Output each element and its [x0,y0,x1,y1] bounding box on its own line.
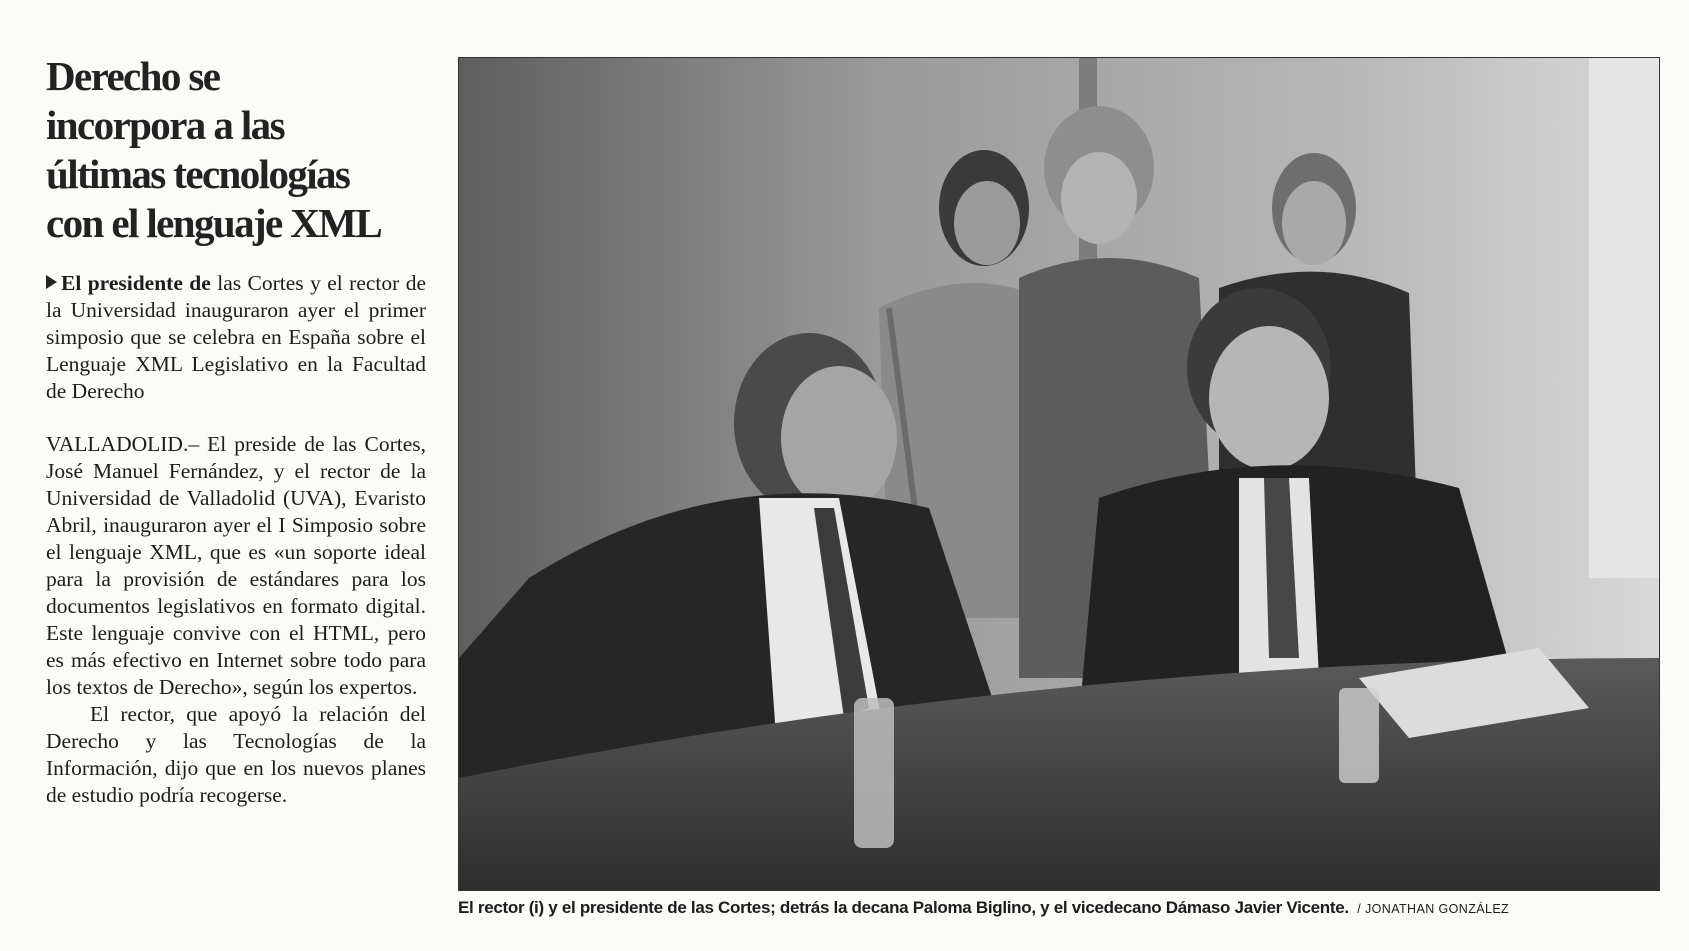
photo-credit: / JONATHAN GONZÁLEZ [1357,902,1510,916]
article-body [46,431,426,809]
headline-line: incorpora a las [46,102,284,148]
photo-illustration [459,58,1659,890]
triangle-bullet-icon [46,275,57,289]
headline-line: Derecho se [46,53,220,99]
article-column [46,52,426,809]
news-photo [458,57,1660,891]
lead-paragraph [46,270,426,405]
body-paragraph: VALLADOLID.– El preside de las Cortes, José Manuel Fernández, y el rector de la Universidad de Valladolid (UVA), Evaristo Abril, inauguraron ayer el I Simposio sobre el lenguaje XML, que es «un soporte ideal para la provisión de estándares para los documentos legislativos en formato digital. Este lenguaje convive con el HTML, pero es más efectivo en Internet sobre todo para los textos de Derecho», según los expertos. [46,432,426,699]
lead-kicker: El presidente de [61,271,211,295]
body-paragraph: El rector, que apoyó la relación del Derecho y las Tecnologías de la Información, dijo que en los nuevos planes de estudio podría recogerse. [46,702,426,807]
headline-line: con el lenguaje XML [46,200,382,246]
caption-text: El rector (i) y el presidente de las Cortes; detrás la decana Paloma Biglino, y el vicedecano Dámaso Javier Vicente. [458,898,1349,917]
photo-caption [458,898,1658,918]
headline [46,52,426,248]
lead-text: las Cortes y el rector de la Universidad inauguraron ayer el primer simposio que se celebra en España sobre el Lenguaje XML Legislativo en la Facultad de Derecho [46,271,427,403]
headline-line: últimas tecnologías [46,151,350,197]
